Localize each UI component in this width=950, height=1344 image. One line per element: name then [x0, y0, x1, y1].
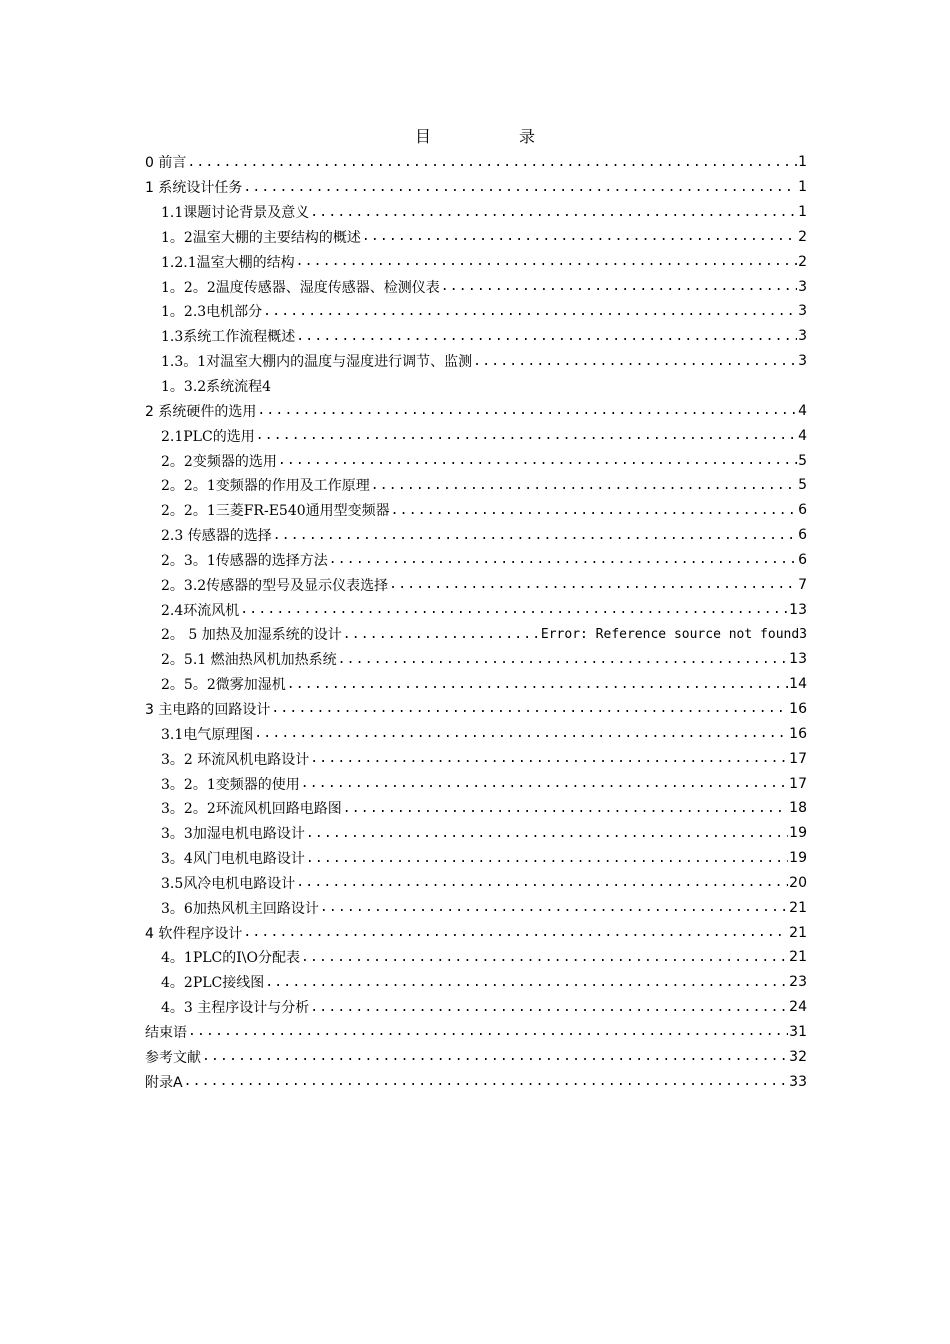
toc-entry-page-number: 33 [789, 1073, 807, 1090]
toc-entry-page-number: Error: Reference source not found3 [540, 626, 807, 642]
toc-entry[interactable] [145, 299, 807, 324]
toc-dot-leader [187, 155, 797, 170]
toc-dot-leader [441, 279, 797, 294]
toc-dot-leader [310, 751, 788, 766]
toc-dot-leader [184, 1074, 789, 1089]
toc-entry[interactable] [145, 448, 807, 473]
toc-entry-label: 结束语 [145, 1024, 187, 1041]
toc-dot-leader [265, 975, 788, 990]
toc-dot-leader [296, 254, 797, 269]
toc-entry[interactable] [145, 895, 807, 920]
toc-entry[interactable] [145, 970, 807, 995]
toc-entry-label: 3。6加热风机主回路设计 [161, 900, 319, 917]
toc-entry[interactable] [145, 548, 807, 573]
toc-entry-page-number: 6 [798, 527, 807, 544]
toc-entry-label: 2。5。2微雾加湿机 [161, 677, 286, 694]
toc-entry[interactable] [145, 796, 807, 821]
toc-entry-label: 2。5.1 燃油热风机加热系统 [161, 652, 337, 669]
toc-dot-leader [306, 826, 788, 841]
toc-entry-label: 4 软件程序设计 [145, 925, 243, 942]
toc-entry-page-number: 4 [798, 427, 807, 444]
toc-dot-leader [240, 602, 788, 617]
toc-entry-label: 2。2变频器的选用 [161, 453, 277, 470]
toc-entry[interactable] [145, 995, 807, 1020]
toc-entry-page-number: 1 [798, 154, 807, 171]
toc-entry[interactable] [145, 920, 807, 945]
toc-entry-label: 参考文献 [145, 1049, 201, 1066]
toc-entry[interactable] [145, 1069, 807, 1094]
toc-entry-label: 附录A [145, 1074, 183, 1091]
toc-entry[interactable] [145, 249, 807, 274]
toc-entry-label: 3。2。1变频器的使用 [161, 776, 300, 793]
toc-entry[interactable] [145, 721, 807, 746]
toc-entry[interactable] [145, 324, 807, 349]
toc-dot-leader [263, 304, 797, 319]
toc-entry-page-number: 19 [789, 850, 807, 867]
toc-entry-page-number: 3 [798, 353, 807, 370]
toc-entry[interactable] [145, 523, 807, 548]
toc-entry[interactable] [145, 1020, 807, 1045]
toc-entry[interactable] [145, 572, 807, 597]
toc-entry-label: 3。2 环流风机电路设计 [161, 751, 310, 768]
toc-entry-label: 2。2。1变频器的作用及工作原理 [161, 478, 370, 495]
toc-entry[interactable] [145, 945, 807, 970]
toc-entry-page-number: 3 [798, 303, 807, 320]
toc-entry-label: 2。2。1三菱FR-E540通用型变频器 [161, 503, 390, 520]
toc-entry-page-number: 1 [798, 204, 807, 221]
toc-dot-leader [273, 528, 797, 543]
toc-entry-label: 1。2温室大棚的主要结构的概述 [161, 229, 361, 246]
toc-dot-leader [271, 701, 788, 716]
toc-entry-label: 1.3。1对温室大棚内的温度与湿度进行调节、监测 [161, 354, 473, 371]
toc-entry-label: 3.1电气原理图 [161, 726, 254, 743]
toc-entry[interactable] [145, 697, 807, 722]
toc-entry-page-number: 3 [798, 278, 807, 295]
toc-dot-leader [391, 503, 797, 518]
toc-dot-leader [473, 354, 797, 369]
toc-dot-leader [320, 900, 788, 915]
toc-dot-leader [329, 552, 797, 567]
toc-entry-page-number: 13 [789, 651, 807, 668]
toc-entry[interactable] [145, 870, 807, 895]
toc-entry-label: 2 系统硬件的选用 [145, 403, 257, 420]
toc-entry[interactable] [145, 672, 807, 697]
toc-entry[interactable] [145, 175, 807, 200]
toc-entry-page-number: 19 [789, 825, 807, 842]
toc-entry[interactable] [145, 746, 807, 771]
toc-entry-label: 2.1PLC的选用 [161, 428, 255, 445]
toc-entry-label: 1.2.1温室大棚的结构 [161, 254, 295, 271]
toc-entry[interactable] [145, 349, 807, 374]
toc-dot-leader [310, 205, 797, 220]
toc-entry-label: 1。3.2系统流程4 [161, 379, 272, 396]
toc-dot-leader [256, 428, 797, 443]
toc-entry-page-number: 2 [798, 253, 807, 270]
toc-dot-leader [243, 925, 788, 940]
toc-dot-leader [296, 875, 788, 890]
toc-dot-leader [301, 950, 788, 965]
toc-entry-label: 4。3 主程序设计与分析 [161, 1000, 310, 1017]
toc-dot-leader [287, 677, 788, 692]
toc-entry-page-number: 18 [789, 800, 807, 817]
toc-entry-page-number: 5 [798, 477, 807, 494]
toc-entry[interactable] [145, 274, 807, 299]
toc-entry-label: 2。3.2传感器的型号及显示仪表选择 [161, 577, 389, 594]
toc-dot-leader [202, 1049, 788, 1064]
toc-dot-leader [243, 180, 797, 195]
toc-entry[interactable] [145, 423, 807, 448]
toc-entry-page-number: 6 [798, 502, 807, 519]
toc-title: 目 录 [414, 127, 571, 146]
toc-entry-page-number: 21 [789, 924, 807, 941]
toc-entry-label: 3。3加湿电机电路设计 [161, 826, 305, 843]
toc-entry[interactable] [145, 821, 807, 846]
toc-entry[interactable] [145, 622, 807, 647]
toc-entry[interactable] [145, 473, 807, 498]
toc-dot-leader [310, 1000, 788, 1015]
toc-dot-leader [296, 329, 797, 344]
toc-entry-page-number: 21 [789, 899, 807, 916]
toc-entry-label: 1。2。2温度传感器、湿度传感器、检测仪表 [161, 279, 440, 296]
toc-entry-page-number: 17 [789, 775, 807, 792]
toc-dot-leader [338, 652, 789, 667]
toc-entry-label: 4。1PLC的I\O分配表 [161, 950, 300, 967]
toc-entry-label: 1.3系统工作流程概述 [161, 329, 296, 346]
toc-entry-label: 1.1课题讨论背景及意义 [161, 205, 310, 222]
toc-entry[interactable] [145, 498, 807, 523]
toc-dot-leader [306, 851, 788, 866]
toc-entry[interactable] [145, 647, 807, 672]
table-of-contents [145, 150, 807, 1094]
toc-entry-page-number: 24 [789, 999, 807, 1016]
toc-entry-page-number: 32 [789, 1048, 807, 1065]
toc-entry-page-number: 21 [789, 949, 807, 966]
toc-dot-leader [301, 776, 788, 791]
toc-entry-page-number: 6 [798, 551, 807, 568]
toc-entry-label: 1 系统设计任务 [145, 180, 243, 197]
toc-entry-page-number: 2 [798, 228, 807, 245]
toc-dot-leader [389, 577, 797, 592]
toc-entry-label: 3 主电路的回路设计 [145, 701, 271, 718]
toc-entry-page-number: 17 [789, 750, 807, 767]
toc-entry-label: 2.3 传感器的选择 [161, 528, 272, 545]
toc-entry-page-number: 23 [789, 974, 807, 991]
toc-entry[interactable] [145, 398, 807, 423]
toc-entry-page-number: 16 [789, 700, 807, 717]
toc-dot-leader [278, 453, 797, 468]
toc-entry-page-number: 3 [798, 328, 807, 345]
toc-entry-page-number: 16 [789, 725, 807, 742]
toc-entry-label: 3。4风门电机电路设计 [161, 851, 305, 868]
toc-dot-leader [343, 801, 788, 816]
toc-dot-leader [362, 229, 797, 244]
toc-dot-leader [343, 627, 540, 642]
toc-entry-label: 3。2。2环流风机回路电路图 [161, 801, 342, 818]
toc-entry-label: 1。2.3电机部分 [161, 304, 263, 321]
toc-entry[interactable] [145, 225, 807, 250]
toc-entry[interactable] [145, 374, 807, 399]
toc-entry-page-number: 14 [789, 676, 807, 693]
toc-dot-leader [188, 1024, 788, 1039]
toc-entry-page-number: 4 [798, 402, 807, 419]
toc-entry[interactable] [145, 771, 807, 796]
toc-entry[interactable] [145, 1044, 807, 1069]
toc-entry-page-number: 1 [798, 179, 807, 196]
toc-dot-leader [254, 726, 788, 741]
toc-entry-label: 2。3。1传感器的选择方法 [161, 552, 328, 569]
toc-entry-label: 3.5风冷电机电路设计 [161, 875, 296, 892]
toc-entry-page-number: 7 [798, 576, 807, 593]
toc-entry-label: 2。 5 加热及加湿系统的设计 [161, 627, 342, 644]
toc-entry[interactable] [145, 150, 807, 175]
toc-entry[interactable] [145, 200, 807, 225]
toc-dot-leader [257, 403, 797, 418]
toc-entry-label: 2.4环流风机 [161, 602, 240, 619]
toc-entry-label: 0 前言 [145, 155, 187, 172]
toc-entry-page-number: 20 [789, 874, 807, 891]
toc-entry[interactable] [145, 846, 807, 871]
toc-entry[interactable] [145, 597, 807, 622]
toc-entry-page-number: 13 [789, 601, 807, 618]
toc-entry-page-number: 31 [789, 1023, 807, 1040]
toc-entry-page-number: 5 [798, 452, 807, 469]
toc-entry-label: 4。2PLC接线图 [161, 975, 265, 992]
toc-dot-leader [371, 478, 797, 493]
